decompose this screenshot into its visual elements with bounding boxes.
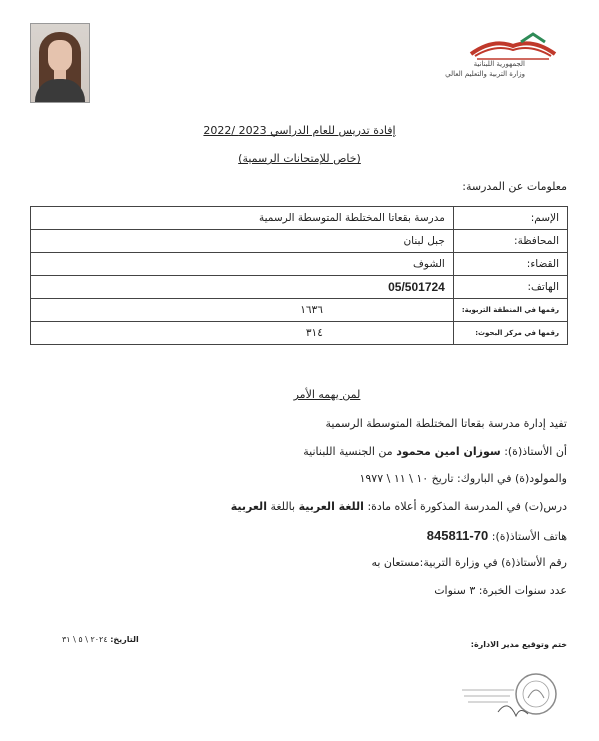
label-district: القضاء: xyxy=(453,253,567,276)
body-line-7: عدد سنوات الخبرة: ٣ سنوات xyxy=(434,584,567,597)
teacher-phone: 70-845811 xyxy=(426,528,489,543)
date-value: ٢٠٢٤ \ ٥ \ ٣١ xyxy=(62,635,108,644)
subject-value: اللغة العربية xyxy=(298,500,364,513)
body-line-4: درس(ت) في المدرسة المذكورة أعلاه مادة: اللغة العربية باللغة العربية xyxy=(230,500,567,513)
to-whom-heading: لمن يهمه الأمر xyxy=(293,388,361,401)
date-label: التاريخ: xyxy=(110,635,139,644)
value-governorate: جبل لبنان xyxy=(31,230,454,253)
ministry-line1: الجمهورية اللبنانية xyxy=(473,60,525,68)
value-research-center-number: ٣١٤ xyxy=(31,322,454,345)
school-info-heading: معلومات عن المدرسة: xyxy=(462,180,567,193)
value-name: مدرسة بقعاتا المختلطة المتوسطة الرسمية xyxy=(31,207,454,230)
body-line-2: أن الأستاذ(ة): سوزان امين محمود من الجنسية اللبنانية xyxy=(303,445,567,458)
label-name: الإسم: xyxy=(453,207,567,230)
label-phone: الهاتف: xyxy=(453,276,567,299)
label-research-center-number: رقمها في مركز البحوث: xyxy=(453,322,567,345)
label-governorate: المحافظة: xyxy=(453,230,567,253)
table-row xyxy=(31,276,568,299)
ministry-line2: وزارة التربية والتعليم العالي xyxy=(445,70,525,78)
certificate-subtitle: (خاص للإمتحانات الرسمية) xyxy=(238,152,361,165)
body-line-5: هاتف الأستاذ(ة): 70-845811 xyxy=(426,528,567,543)
signature-label: ختم وتوقيع مدير الادارة: xyxy=(470,640,567,649)
teacher-photo xyxy=(30,23,90,103)
body-line-6: رقم الأستاذ(ة) في وزارة التربية:مستعان به xyxy=(371,556,567,569)
teacher-name: سوزان امين محمود xyxy=(396,445,501,458)
table-row xyxy=(31,207,568,230)
table-row xyxy=(31,230,568,253)
body-line-1: تفيد إدارة مدرسة بقعاتا المختلطة المتوسطة الرسمية xyxy=(325,417,567,430)
value-phone: 05/501724 xyxy=(31,276,454,299)
table-row xyxy=(31,322,568,345)
value-edu-region-number: ١٦٣٦ xyxy=(31,299,454,322)
table-row xyxy=(31,253,568,276)
body-line-3: والمولود(ة) في الباروك: تاريخ ١٠ \ ١١ \ ١٩٧٧ xyxy=(359,472,567,485)
official-stamp-icon xyxy=(458,668,558,724)
book-logo-icon xyxy=(463,32,563,62)
value-district: الشوف xyxy=(31,253,454,276)
ministry-logo xyxy=(445,32,563,86)
label-edu-region-number: رقمها في المنطقة التربوية: xyxy=(453,299,567,322)
date-line xyxy=(62,635,139,644)
table-row xyxy=(31,299,568,322)
language-value: العربية xyxy=(230,500,267,513)
certificate-title: إفادة تدريس للعام الدراسي 2023 /2022 xyxy=(203,124,396,137)
school-info-table xyxy=(30,206,568,345)
